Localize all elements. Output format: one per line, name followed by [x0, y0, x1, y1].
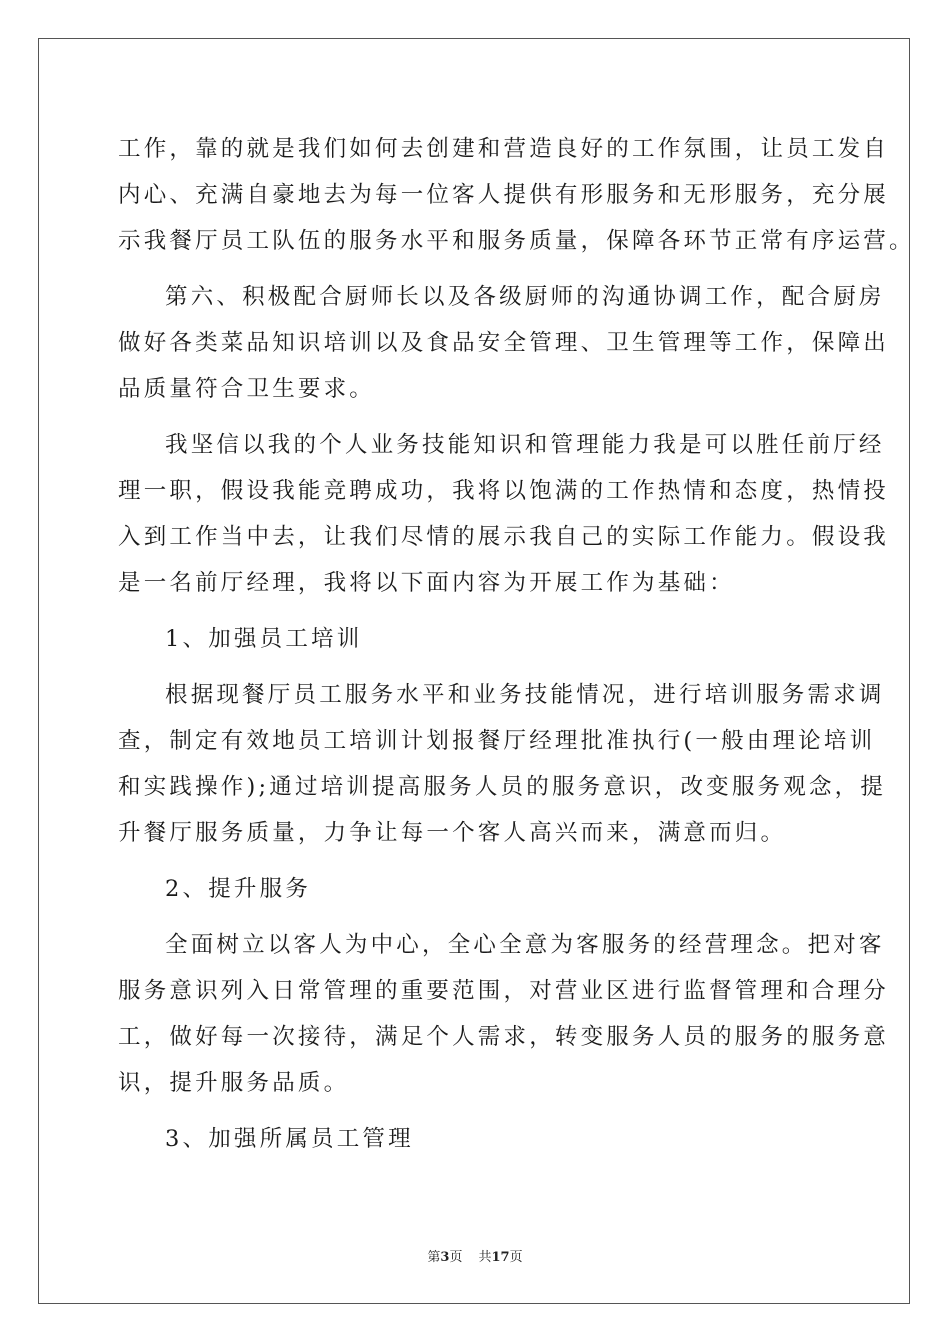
page-footer — [0, 1246, 950, 1265]
text-line: 服务意识列入日常管理的重要范围，对营业区进行监督管理和合理分 — [118, 978, 890, 1004]
total-prefix: 共 — [478, 1250, 492, 1265]
section-heading: 1、加强员工培训 — [165, 626, 363, 652]
page-suffix: 页 — [449, 1250, 463, 1265]
document-body — [118, 126, 915, 1162]
text-line: 品质量符合卫生要求。 — [118, 376, 376, 402]
text-line: 入到工作当中去，让我们尽情的展示我自己的实际工作能力。假设我 — [118, 524, 890, 550]
text-line: 工，做好每一次接待，满足个人需求，转变服务人员的服务的服务意 — [118, 1024, 890, 1050]
paragraph-start: 根据现餐厅员工服务水平和业务技能情况，进行培训服务需求调 — [165, 682, 885, 708]
text-line: 识，提升服务品质。 — [118, 1070, 350, 1096]
paragraph-start: 我坚信以我的个人业务技能知识和管理能力我是可以胜任前厅经 — [165, 432, 885, 458]
text-line: 升餐厅服务质量，力争让每一个客人高兴而来，满意而归。 — [118, 820, 787, 846]
text-line: 理一职，假设我能竞聘成功，我将以饱满的工作热情和态度，热情投 — [118, 478, 890, 504]
paragraph-start: 第六、积极配合厨师长以及各级厨师的沟通协调工作，配合厨房 — [165, 284, 885, 310]
text-line: 是一名前厅经理，我将以下面内容为开展工作为基础： — [118, 570, 735, 596]
total-suffix: 页 — [509, 1250, 523, 1265]
text-line: 做好各类菜品知识培训以及食品安全管理、卫生管理等工作，保障出 — [118, 330, 890, 356]
text-line: 示我餐厅员工队伍的服务水平和服务质量，保障各环节正常有序运营。 — [118, 228, 915, 254]
section-heading: 2、提升服务 — [165, 876, 312, 902]
page-number: 3 — [440, 1250, 450, 1265]
text-line: 工作，靠的就是我们如何去创建和营造良好的工作氛围，让员工发自 — [118, 136, 890, 162]
text-line: 查，制定有效地员工培训计划报餐厅经理批准执行(一般由理论培训 — [118, 728, 876, 754]
page-prefix: 第 — [427, 1250, 441, 1265]
text-line: 内心、充满自豪地去为每一位客人提供有形服务和无形服务，充分展 — [118, 182, 890, 208]
text-line: 和实践操作);通过培训提高服务人员的服务意识，改变服务观念，提 — [118, 774, 887, 800]
total-pages: 17 — [491, 1250, 510, 1265]
section-heading: 3、加强所属员工管理 — [165, 1126, 414, 1152]
paragraph-start: 全面树立以客人为中心，全心全意为客服务的经营理念。把对客 — [165, 932, 885, 958]
